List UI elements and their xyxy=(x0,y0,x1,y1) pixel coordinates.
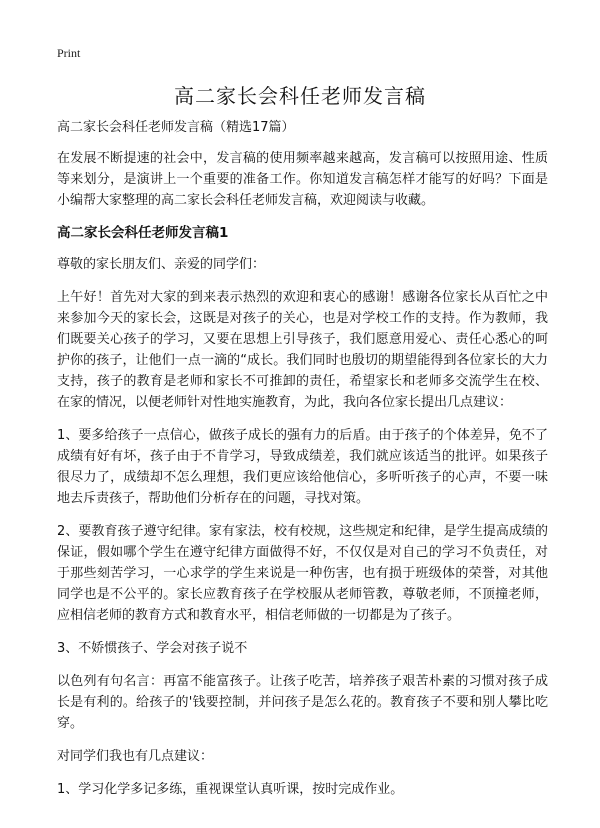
greeting: 尊敬的家长朋友们、亲爱的同学们： xyxy=(57,257,266,272)
paragraph-suggestion-3-heading: 3、不娇惯孩子、学会对孩子说不 xyxy=(57,641,248,656)
paragraph-student-1: 1、学习化学多记多练，重视课堂认真听课，按时完成作业。 xyxy=(57,782,404,797)
paragraph-suggestion-1: 1、要多给孩子一点信心，做孩子成长的强有力的后盾。由于孩子的个体差异，免不了成绩有好有坏，孩子由于不肯学习，导致成绩差，我们就应该适当的批评。如果孩子很尽力了，成绩却不怎么理想，我们更应该给他信心，多听听孩子的心声，不要一味地去斥责孩子，帮助他们分析存在的问题，寻找对策。 xyxy=(57,428,548,506)
paragraph-student-intro: 对同学们我也有几点建议： xyxy=(57,749,214,764)
paragraph-opening: 上午好！首先对大家的到来表示热烈的欢迎和衷心的感谢！感谢各位家长从百忙之中来参加今天的家长会，这既是对孩子的关心，也是对学校工作的支持。作为教师，我们既要关心孩子的学习，又要在思想上引导孩子，我们愿意用爱心、责任心悉心的呵护你的孩子，让他们一点一滴的“成长。我们同时也殷切的期望能得到各位家长的大力支持，孩子的教育是老师和家长不可推卸的责任，希望家长和老师多交流学生在校、在家的情况，以便老师针对性地实施教育，为此，我向各位家长提出几点建议： xyxy=(57,290,548,410)
intro-paragraph: 在发展不断提速的社会中，发言稿的使用频率越来越高，发言稿可以按照用途、性质等来划分，是演讲上一个重要的准备工作。你知道发言稿怎样才能写的好吗？下面是小编帮大家整理的高二家长会科任老师发言稿，欢迎阅读与收藏。 xyxy=(57,151,548,208)
print-link[interactable]: Print xyxy=(57,46,81,60)
page-title: 高二家长会科任老师发言稿 xyxy=(174,84,426,108)
paragraph-suggestion-2: 2、要教育孩子遵守纪律。家有家法，校有校规，这些规定和纪律，是学生提高成绩的保证，假如哪个学生在遵守纪律方面做得不好，不仅仅是对自己的学习不负责任，对于那些刻苦学习，一心求学的学生来说是一种伤害，也有损于班级体的荣誉，对其他同学也是不公平的。家长应教育孩子在学校服从老师管教，尊敬老师，不顶撞老师，应相信老师的教育方式和教育水平，相信老师做的一切都是为了孩子。 xyxy=(57,524,548,623)
paragraph-suggestion-3: 以色列有句名言：再富不能富孩子。让孩子吃苦，培养孩子艰苦朴素的习惯对孩子成长是有利的。给孩子的'钱要控制，并问孩子是怎么花的。教育孩子不要和别人攀比吃穿。 xyxy=(57,674,548,731)
article-body xyxy=(57,117,548,812)
section-heading: 高二家长会科任老师发言稿1 xyxy=(57,225,229,241)
article-subtitle: 高二家长会科任老师发言稿（精选17篇） xyxy=(57,120,295,135)
